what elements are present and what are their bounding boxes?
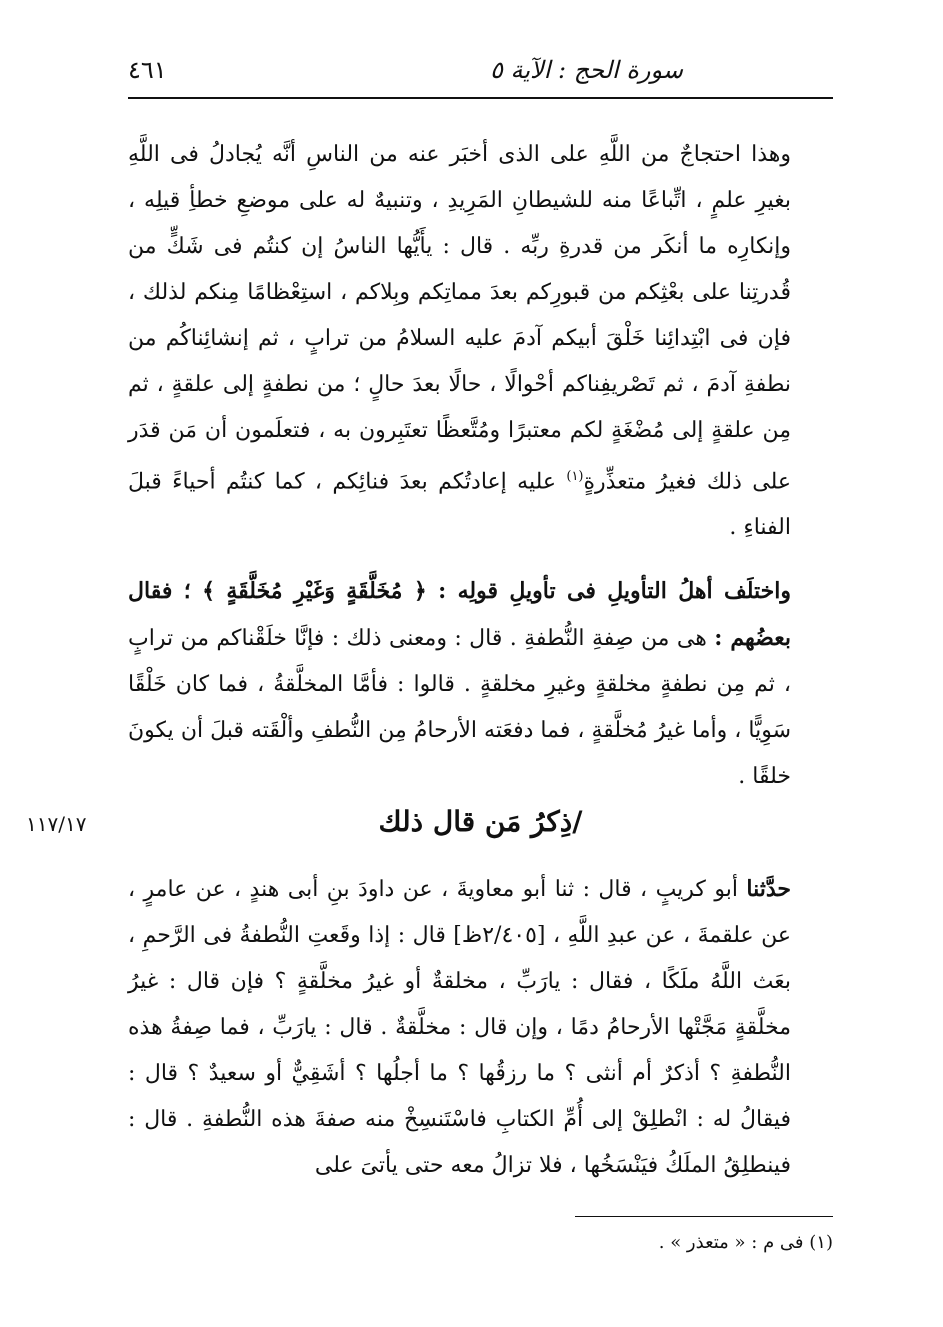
footnote-ref: (١): [566, 469, 584, 484]
footnote: (١) فى م : « متعذر » .: [658, 1232, 833, 1253]
paragraph-2: [128, 568, 833, 800]
section-heading: /ذِكرُ مَن قال ذلك: [378, 805, 583, 838]
header-rule: [128, 97, 833, 99]
paragraph-text-end: عليه إعادتُكم بعدَ فنائِكم ، كما كنتُم أحياءً قبلَ الفناءِ .: [128, 469, 791, 541]
paragraph-1: [128, 132, 833, 551]
paragraph-lead: واختلَف أهلُ التأويلِ فى تأويلِ قولِه : ﴿ مُخَلَّقَةٍ وَغَيْرِ مُخَلَّقَةٍ ﴾ ؛ فقال بعضُهم :: [128, 578, 791, 651]
paragraph-text: وهذا احتجاجٌ من اللَّهِ على الذى أخبَر عنه من الناسِ أنَّه يُجادلُ فى اللَّهِ بغيرِ علمٍ ، اتِّباعًا منه للشيطانِ المَرِيدِ ، وتنبيهٌ له على موضعِ خطأِ قيلِه ، وإنكارِه ما أنكَر من قدرةِ ربِّه . قال : يأَيُّها الناسُ إن كنتُم فى شَكٍّ من قُدرتِنا على بعْثِكم من قبورِكم بعدَ مماتِكم وبِلاكم ، استِعْظامًا مِنكم لذلك ، فإن فى ابْتِدائِنا خَلْقَ أبيكم آدمَ عليه السلامُ من ترابٍ ، ثم إنشائِناكُم من نطفةِ آدمَ ، ثم تَصْريفِناكم أحْوالًا ، حالًا بعدَ حالٍ ؛ من نطفةٍ إلى علقةٍ ، ثم مِن علقةٍ إلى مُضْغَةٍ لكم معتبرًا ومُتَّعظًا تعتَبِرون به ، فتعلَمون أن مَن قدَر على ذلك فغيرُ متعذِّرةٍ: [128, 142, 791, 495]
running-title: سورة الحج : الآية ٥: [489, 56, 683, 84]
footnote-rule: [575, 1216, 833, 1217]
page-header: [128, 50, 833, 96]
page-number: ٤٦١: [128, 56, 167, 84]
margin-reference: ١١٧/١٧: [26, 812, 87, 836]
paragraph-text: أبو كريبٍ ، قال : ثنا أبو معاويةَ ، عن داودَ بنِ أبى هندٍ ، عن عامرٍ ، عن علقمةَ ، عن عبدِ اللَّهِ ، [٢/٤٠٥ظ] قال : إذا وقَعتِ النُّطفةُ فى الرَّحمِ ، بعَث اللَّهُ ملَكًا ، فقال : يارَبِّ ، مخلقةٌ أو غيرُ مخلَّقةٍ ؟ فإن قال : غيرُ مخلَّقةٍ مَجَّتْها الأرحامُ دمًا ، وإن قال : مخلَّقةٌ . قال : يارَبِّ ، فما صِفةُ هذه النُّطفةِ ؟ أذكرٌ أم أنثى ؟ ما رزقُها ؟ ما أجلُها ؟ أشَقِيٌّ أو سعيدٌ ؟ قال : فيقالُ له : انْطلِقْ إلى أُمِّ الكتابِ فاسْتَنسِخْ منه صفةَ هذه النُّطفةِ . قال : فينطلِقُ الملَكُ فيَنْسَخُها ، فلا تزالُ معه حتى يأتىَ على: [128, 877, 791, 1178]
paragraph-lead: حدَّثنا: [746, 876, 791, 902]
paragraph-3: [128, 866, 833, 1189]
paragraph-text: هى من صِفةِ النُّطفةِ . قال : ومعنى ذلك : فإنَّا خلَقْناكم من ترابٍ ، ثم مِن نطفةٍ مخلقةٍ وغيرِ مخلقةٍ . قالوا : فأمَّا المخلَّقةُ ، فما كان خَلْقًا سَوِيًّا ، وأما غيرُ مُخلَّقةٍ ، فما دفعَته الأرحامُ مِن النُّطفِ وألْقَته قبلَ أن يكونَ خلقًا .: [128, 626, 791, 789]
